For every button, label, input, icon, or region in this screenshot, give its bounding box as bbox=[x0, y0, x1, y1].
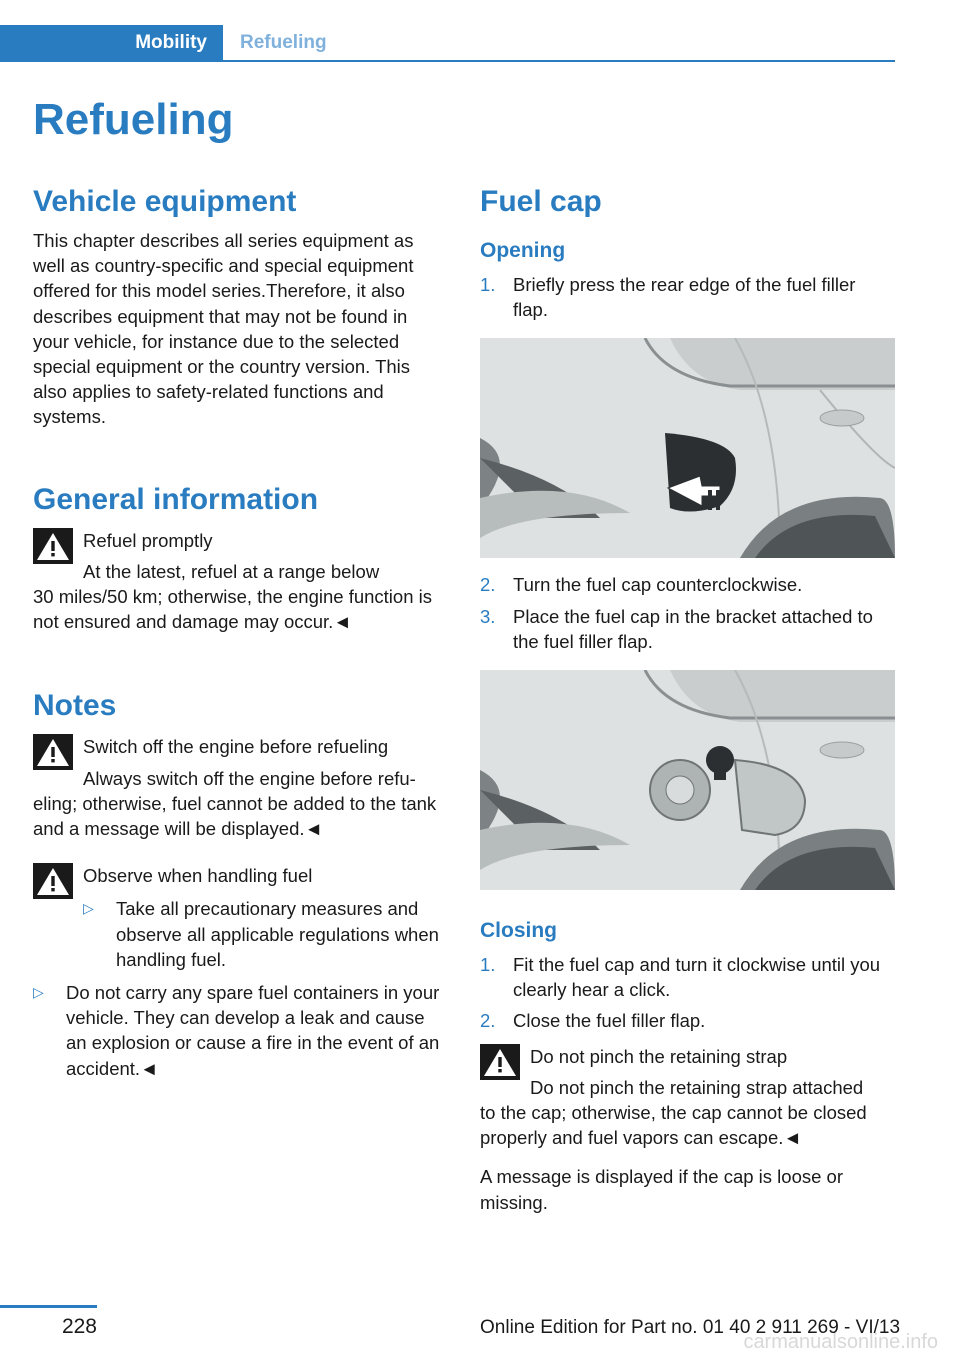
warning-icon bbox=[33, 734, 73, 770]
warning-icon bbox=[33, 863, 73, 899]
right-column bbox=[480, 180, 895, 1215]
warning-title: Observe when handling fuel bbox=[83, 865, 313, 887]
step-text: Close the fuel filler flap. bbox=[513, 1010, 706, 1032]
step-number: 2. bbox=[480, 574, 496, 596]
closing-steps bbox=[480, 952, 895, 1034]
closing-note: A message is displayed if the cap is loose or missing. bbox=[480, 1166, 843, 1213]
warning-refuel-promptly bbox=[33, 528, 448, 635]
warning-text-line: Do not pinch the retaining strap attached bbox=[530, 1076, 864, 1098]
watermark: carmanualsonline.info bbox=[743, 1331, 938, 1353]
list-item bbox=[33, 980, 448, 1081]
list-item bbox=[480, 604, 895, 654]
warning-switch-off-engine bbox=[33, 734, 448, 841]
step-number: 2. bbox=[480, 1010, 496, 1032]
list-item bbox=[480, 572, 895, 597]
triangle-bullet-icon: ▷ bbox=[83, 900, 94, 917]
general-information-heading: General information bbox=[33, 482, 319, 516]
list-item bbox=[480, 272, 895, 322]
warning-text: 30 miles/50 km; otherwise, the engine function is not ensured and damage may occur.◄ bbox=[33, 586, 432, 633]
warning-title: Refuel promptly bbox=[83, 529, 213, 551]
warning-text-line: At the latest, refuel at a range below bbox=[83, 560, 380, 582]
list-item bbox=[480, 1008, 895, 1033]
vehicle-equipment-body: This chapter describes all series equipment as well as country-specific and special equipment offered for this model series.Therefore, it also describes equipment that may not be found in your vehicle, for instance due to the selected special equipment or the country version. This also applies to safety-related functions and systems. bbox=[33, 230, 414, 428]
step-text: Turn the fuel cap counterclockwise. bbox=[513, 574, 803, 596]
tab-mobility[interactable]: Mobility bbox=[0, 25, 223, 60]
triangle-bullet-icon: ▷ bbox=[33, 984, 44, 1001]
left-column bbox=[33, 180, 448, 1081]
fuel-cap-illustration bbox=[480, 670, 895, 890]
fuel-filler-flap-image bbox=[480, 338, 895, 558]
list-item-text: Take all precautionary measures and observe all applicable regulations when handling fuel. bbox=[116, 898, 439, 970]
warning-text: to the cap; otherwise, the cap cannot be closed properly and fuel vapors can escape.◄ bbox=[480, 1102, 867, 1149]
vehicle-equipment-heading: Vehicle equipment bbox=[33, 185, 297, 218]
opening-steps-continued bbox=[480, 572, 895, 654]
step-number: 1. bbox=[480, 954, 496, 976]
warning-icon bbox=[480, 1044, 520, 1080]
page-number: 228 bbox=[61, 1315, 97, 1338]
step-text: Place the fuel cap in the bracket attached to the fuel filler flap. bbox=[513, 605, 873, 652]
warning-retaining-strap bbox=[480, 1044, 895, 1151]
opening-heading: Opening bbox=[480, 239, 566, 262]
list-item bbox=[83, 896, 448, 972]
edition-note: Online Edition for Part no. 01 40 2 911 269 - VI/13 bbox=[480, 1317, 901, 1338]
fuel-cap-in-bracket-image bbox=[480, 670, 895, 890]
footer-rule bbox=[0, 1305, 97, 1308]
warning-text-line: Always switch off the engine before refu- bbox=[83, 767, 416, 789]
warning-icon bbox=[33, 528, 73, 564]
list-item-text: Do not carry any spare fuel containers in your vehicle. They can develop a leak and cause an explosion or cause a fire in the event of an accident.◄ bbox=[66, 982, 440, 1079]
page-title: Refueling bbox=[33, 95, 234, 144]
fuel-cap-heading: Fuel cap bbox=[480, 185, 602, 218]
warning-text: eling; otherwise, fuel cannot be added to the tank and a message will be displayed.◄ bbox=[33, 792, 437, 840]
warning-title: Do not pinch the retaining strap bbox=[530, 1045, 788, 1067]
step-text: Briefly press the rear edge of the fuel filler flap. bbox=[513, 274, 856, 321]
handling-fuel-list bbox=[33, 896, 448, 1080]
closing-heading: Closing bbox=[480, 919, 557, 943]
step-number: 3. bbox=[480, 605, 496, 627]
step-text: Fit the fuel cap and turn it clockwise until you clearly hear a click. bbox=[513, 954, 881, 1001]
tab-refueling[interactable]: Refueling bbox=[240, 32, 327, 53]
opening-steps bbox=[480, 272, 895, 322]
notes-heading: Notes bbox=[33, 689, 117, 723]
list-item bbox=[480, 952, 895, 1002]
header-tab-bar bbox=[0, 25, 895, 62]
warning-title: Switch off the engine before refueling bbox=[83, 736, 389, 758]
warning-handling-fuel bbox=[33, 863, 448, 1081]
step-number: 1. bbox=[480, 274, 496, 295]
car-side-illustration bbox=[480, 338, 895, 558]
header-rule bbox=[0, 60, 895, 62]
